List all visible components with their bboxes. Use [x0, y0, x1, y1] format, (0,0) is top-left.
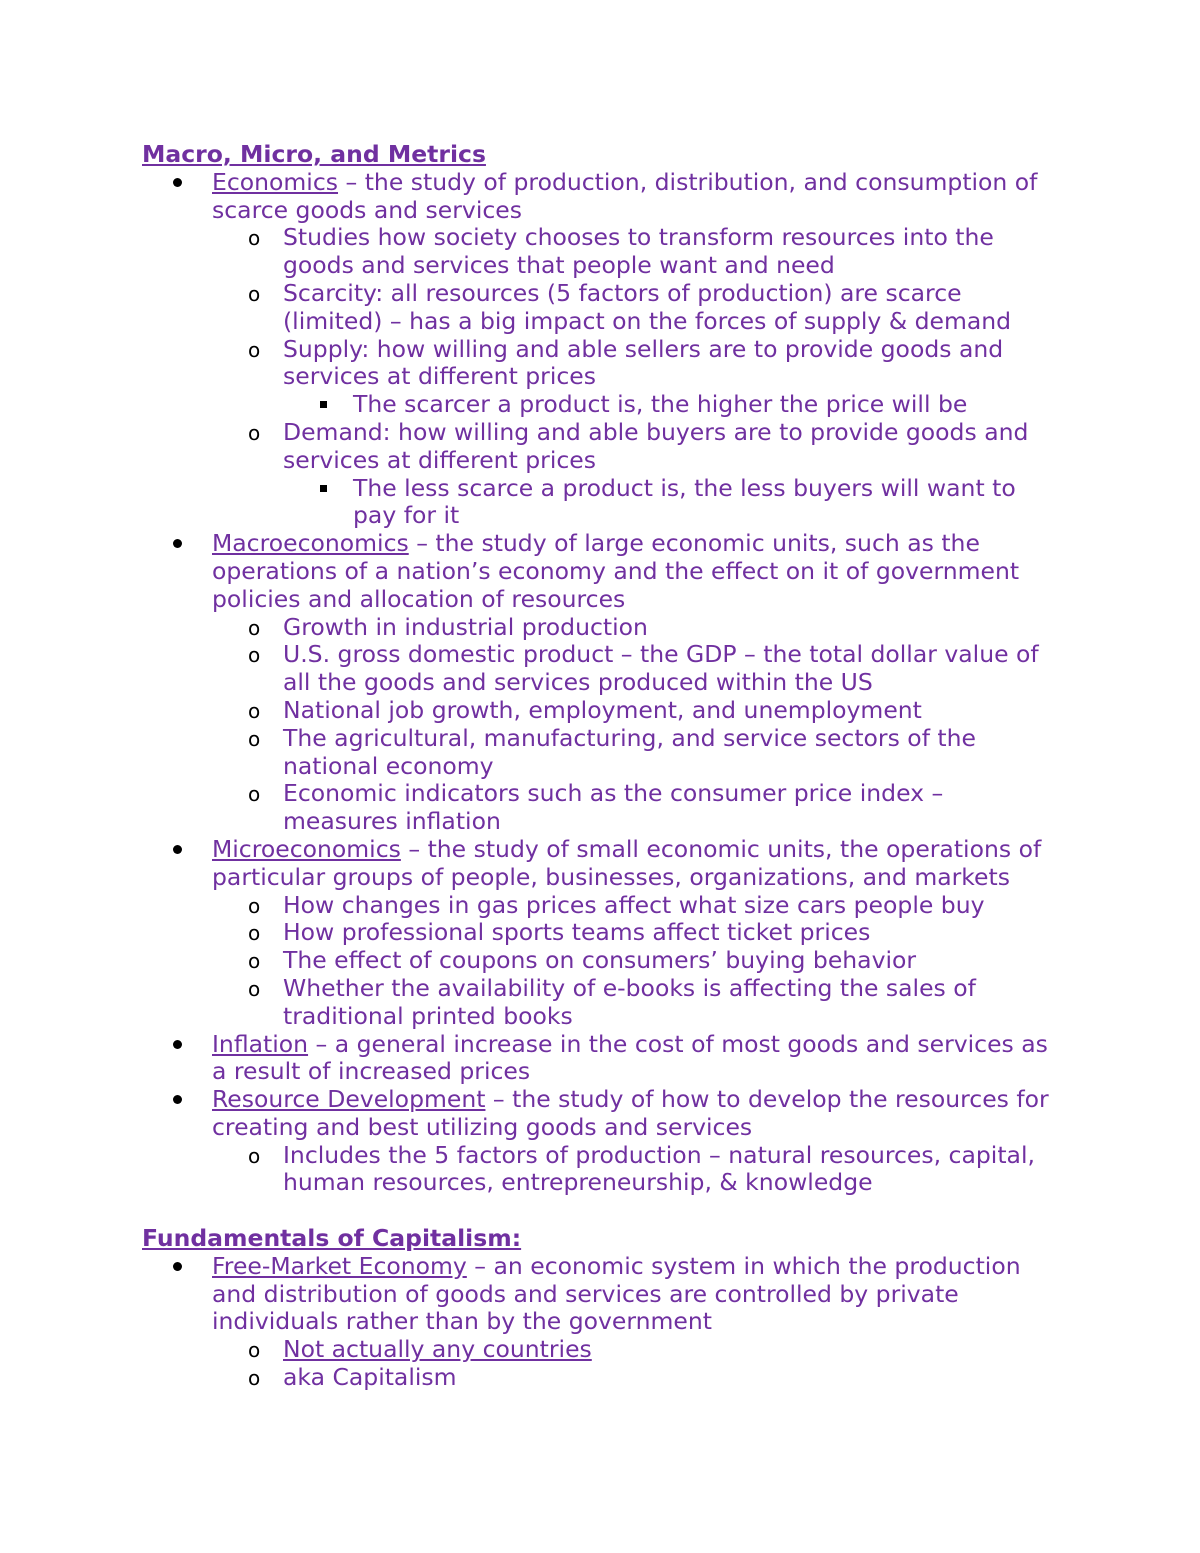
circle-bullet-icon	[248, 1364, 260, 1393]
bullet-mark	[320, 485, 327, 492]
item-text: The less scarce a product is, the less buyers will want to pay for it	[353, 473, 1016, 530]
item-text: How professional sports teams affect ticket prices	[283, 918, 871, 947]
list-item	[142, 530, 1062, 613]
section-heading: Fundamentals of Capitalism:	[142, 1224, 522, 1253]
term-label: Microeconomics	[212, 834, 401, 863]
term-definition: – the study of large economic units, such as the operations of a nation’s economy and the effect on it of government policies and allocation of resources	[212, 529, 1020, 613]
document-body	[142, 141, 1062, 1392]
term-definition: – the study of production, distribution, and consumption of scarce goods and services	[212, 167, 1038, 224]
bullet-mark: o	[248, 615, 261, 640]
disc-bullet-icon	[173, 836, 182, 864]
list-level-2	[142, 1336, 1062, 1392]
list-item	[142, 919, 1062, 947]
circle-bullet-icon	[248, 919, 260, 948]
bullet-mark: o	[248, 782, 261, 807]
list-level-1	[142, 169, 1062, 1197]
bullet-mark: o	[248, 337, 261, 362]
list-item	[142, 1364, 1062, 1392]
term-definition: – the study of small economic units, the operations of particular groups of people, businesses, organizations, and markets	[212, 834, 1042, 891]
bullet-mark: o	[248, 893, 261, 918]
bullet-mark	[173, 539, 182, 548]
circle-bullet-icon	[248, 780, 260, 809]
square-bullet-icon	[320, 391, 327, 419]
item-text: Studies how society chooses to transform resources into the goods and services that people want and need	[283, 223, 994, 280]
list-level-3	[142, 475, 1062, 531]
circle-bullet-icon	[248, 1336, 260, 1365]
circle-bullet-icon	[248, 725, 260, 754]
bullet-mark: o	[248, 698, 261, 723]
item-text: Growth in industrial production	[283, 612, 648, 641]
circle-bullet-icon	[248, 975, 260, 1004]
bullet-mark	[173, 1262, 182, 1271]
item-text: Includes the 5 factors of production – natural resources, capital, human resources, entrepreneurship, & knowledge	[283, 1140, 1035, 1197]
list-level-2	[142, 892, 1062, 1031]
list-item	[142, 725, 1062, 781]
list-level-3	[142, 391, 1062, 419]
list-item	[142, 1142, 1062, 1198]
list-item	[142, 892, 1062, 920]
term-definition: – a general increase in the cost of most goods and services as a result of increased prices	[212, 1029, 1048, 1086]
circle-bullet-icon	[248, 641, 260, 670]
list-item	[142, 836, 1062, 892]
list-item	[142, 280, 1062, 336]
item-text: How changes in gas prices affect what size cars people buy	[283, 890, 985, 919]
term-label: Economics	[212, 167, 339, 196]
bullet-mark: o	[248, 976, 261, 1001]
item-text: Demand: how willing and able buyers are to provide goods and services at different prices	[283, 417, 1029, 474]
disc-bullet-icon	[173, 1031, 182, 1059]
circle-bullet-icon	[248, 1142, 260, 1171]
bullet-mark	[173, 845, 182, 854]
item-text: National job growth, employment, and unemployment	[283, 695, 922, 724]
item-text: U.S. gross domestic product – the GDP – the total dollar value of all the goods and services produced within the US	[283, 640, 1039, 697]
list-level-2	[142, 614, 1062, 836]
bullet-mark: o	[248, 226, 261, 251]
item-text: aka Capitalism	[283, 1363, 457, 1392]
list-item	[142, 475, 1062, 531]
item-text: Scarcity: all resources (5 factors of production) are scarce (limited) – has a big impact on the forces of supply & demand	[283, 278, 1012, 335]
list-level-2	[142, 224, 1062, 530]
list-item	[142, 1031, 1062, 1087]
term-label: Macroeconomics	[212, 529, 409, 558]
bullet-mark: o	[248, 726, 261, 751]
bullet-mark	[320, 401, 327, 408]
list-item	[142, 947, 1062, 975]
bullet-mark: o	[248, 921, 261, 946]
circle-bullet-icon	[248, 892, 260, 921]
item-text: Not actually any countries	[283, 1335, 592, 1364]
circle-bullet-icon	[248, 947, 260, 976]
list-item	[142, 780, 1062, 836]
circle-bullet-icon	[248, 419, 260, 448]
list-item	[142, 614, 1062, 642]
disc-bullet-icon	[173, 1086, 182, 1114]
bullet-mark	[173, 1040, 182, 1049]
term-label: Inflation	[212, 1029, 309, 1058]
bullet-mark: o	[248, 1143, 261, 1168]
bullet-mark	[173, 178, 182, 187]
circle-bullet-icon	[248, 336, 260, 365]
item-text: The scarcer a product is, the higher the price will be	[353, 390, 968, 419]
item-text: Supply: how willing and able sellers are to provide goods and services at different prices	[283, 334, 1004, 391]
list-item	[142, 391, 1062, 419]
circle-bullet-icon	[248, 224, 260, 253]
circle-bullet-icon	[248, 280, 260, 309]
list-item	[142, 224, 1062, 280]
item-text: The effect of coupons on consumers’ buying behavior	[283, 946, 917, 975]
bullet-mark: o	[248, 420, 261, 445]
list-item	[142, 697, 1062, 725]
term-definition: – an economic system in which the production and distribution of goods and services are controlled by private individuals rather than by the government	[212, 1251, 1021, 1336]
list-level-2	[142, 1142, 1062, 1198]
disc-bullet-icon	[173, 1253, 182, 1281]
bullet-mark: o	[248, 1366, 261, 1391]
term-label: Resource Development	[212, 1085, 486, 1114]
list-item	[142, 641, 1062, 697]
item-text: Economic indicators such as the consumer price index – measures inflation	[283, 779, 944, 836]
bullet-mark: o	[248, 643, 261, 668]
disc-bullet-icon	[173, 169, 182, 197]
bullet-mark: o	[248, 949, 261, 974]
list-item	[142, 1336, 1062, 1364]
list-item	[142, 169, 1062, 225]
bullet-mark: o	[248, 281, 261, 306]
term-label: Free-Market Economy	[212, 1251, 467, 1280]
list-item	[142, 975, 1062, 1031]
list-item	[142, 336, 1062, 392]
item-text: The agricultural, manufacturing, and service sectors of the national economy	[283, 723, 976, 780]
disc-bullet-icon	[173, 530, 182, 558]
list-item	[142, 1086, 1062, 1142]
item-text: Whether the availability of e-books is affecting the sales of traditional printed books	[283, 973, 976, 1030]
square-bullet-icon	[320, 475, 327, 503]
section-heading: Macro, Micro, and Metrics	[142, 140, 486, 168]
term-definition: – the study of how to develop the resources for creating and best utilizing goods and services	[212, 1085, 1049, 1141]
list-item	[142, 1253, 1062, 1336]
list-item	[142, 419, 1062, 475]
bullet-mark	[173, 1095, 182, 1104]
circle-bullet-icon	[248, 614, 260, 643]
section-spacer	[142, 1197, 1062, 1225]
circle-bullet-icon	[248, 697, 260, 726]
list-level-1	[142, 1253, 1062, 1392]
bullet-mark: o	[248, 1338, 261, 1363]
